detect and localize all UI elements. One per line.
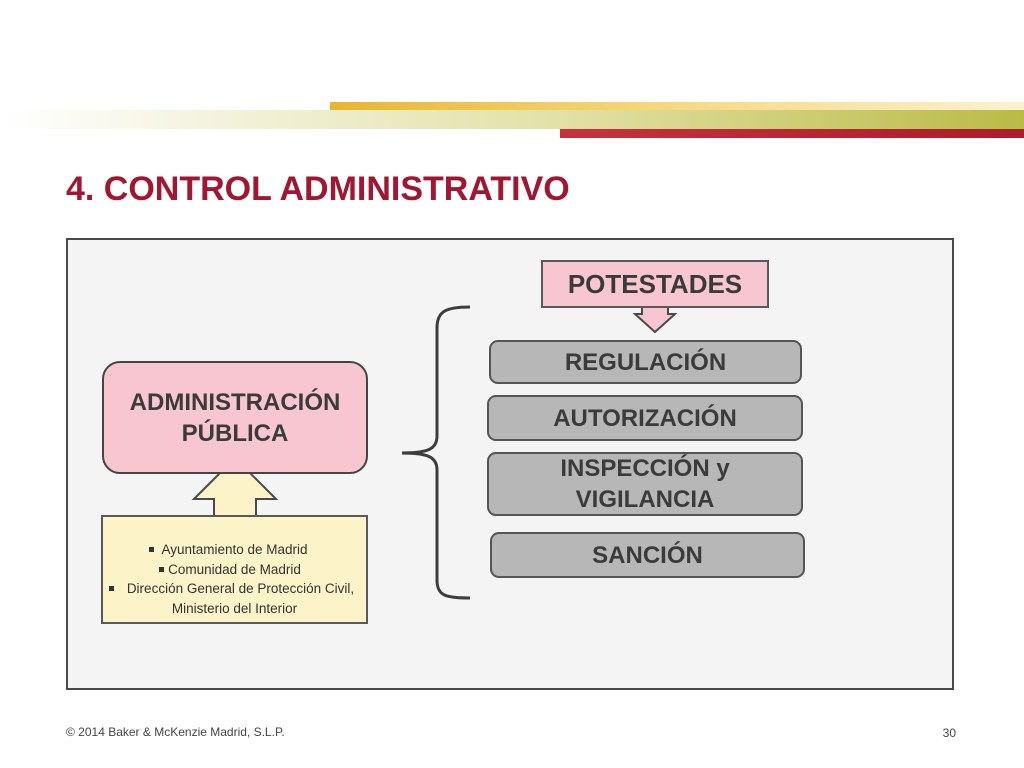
power-label: INSPECCIÓN y [560, 455, 730, 482]
slide-title: 4. CONTROL ADMINISTRATIVO [66, 170, 570, 208]
power-box-autorizacion [487, 395, 803, 441]
entity-text: Ministerio del Interior [171, 600, 298, 616]
admin-line-1: ADMINISTRACIÓN [129, 388, 341, 416]
power-box-regulacion [489, 340, 802, 384]
potestades-label: POTESTADES [567, 268, 743, 299]
power-box-sancion [490, 532, 805, 578]
admin-line-2: PÚBLICA [181, 419, 289, 447]
list-item [103, 579, 366, 599]
list-item [103, 560, 366, 580]
administracion-publica-box [102, 361, 368, 474]
list-item [103, 540, 366, 560]
bullet-icon [149, 547, 154, 552]
bullet-icon [159, 567, 164, 572]
list-item [103, 599, 366, 619]
entities-list [103, 540, 366, 618]
bullet-icon [109, 586, 114, 591]
entity-text: Comunidad de Madrid [168, 561, 301, 577]
page-number: 30 [942, 726, 956, 740]
down-arrow [635, 307, 675, 332]
power-label-line-2: VIGILANCIA [575, 486, 715, 513]
left-brace [402, 307, 470, 598]
power-label: SANCIÓN [592, 541, 703, 569]
power-label: REGULACIÓN [564, 348, 727, 376]
entity-text: Ayuntamiento de Madrid [161, 542, 308, 557]
power-label: AUTORIZACIÓN [553, 404, 737, 432]
potestades-box [541, 260, 769, 308]
entities-list-box [101, 515, 368, 624]
footer-copyright: © 2014 Baker & McKenzie Madrid, S.L.P. [66, 725, 285, 739]
power-box-inspeccion [487, 452, 803, 516]
entity-text: Dirección General de Protección Civil, [126, 581, 355, 596]
